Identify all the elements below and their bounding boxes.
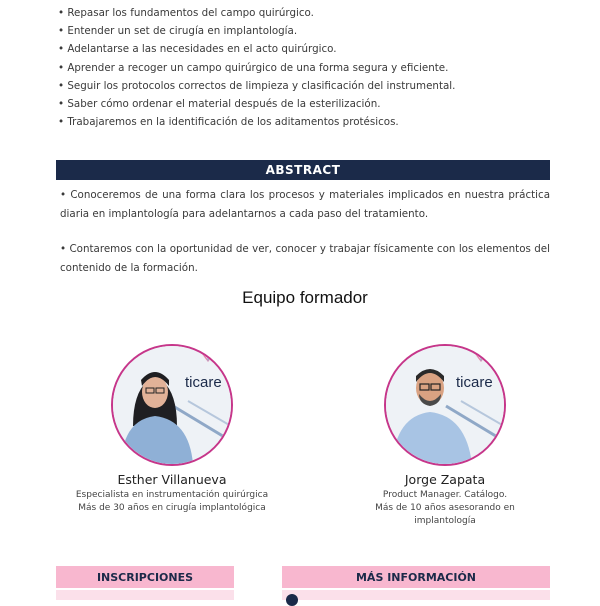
mas-informacion-button[interactable]: MÁS INFORMACIÓN bbox=[282, 566, 550, 588]
objective-item: • Seguir los protocolos correctos de limpieza y clasificación del instrumental. bbox=[58, 79, 456, 92]
mas-informacion-panel bbox=[282, 590, 550, 600]
objective-item: • Saber cómo ordenar el material después de la esterilización. bbox=[58, 98, 381, 111]
member-name: Jorge Zapata bbox=[404, 472, 486, 487]
team-member-esther bbox=[72, 344, 272, 515]
brand-logo: ticare bbox=[456, 374, 493, 391]
avatar bbox=[111, 344, 233, 466]
abstract-paragraph-1: • Conoceremos de una forma clara los procesos y materiales implicados en nuestra práctica diaria en implantología para adelantarnos a cada paso del tratamiento. bbox=[60, 189, 550, 220]
member-name: Esther Villanueva bbox=[117, 472, 227, 487]
brand-logo: ticare bbox=[185, 374, 222, 391]
objective-item: • Aprender a recoger un campo quirúrgico de una forma segura y eficiente. bbox=[58, 61, 449, 74]
objectives-list bbox=[58, 4, 558, 131]
abstract-paragraph-2: • Contaremos con la oportunidad de ver, conocer y trabajar físicamente con los elementos del contenido de la formación. bbox=[60, 243, 550, 274]
contact-icon bbox=[286, 594, 298, 606]
ticare-diamond-icon bbox=[472, 346, 490, 364]
objective-item: • Adelantarse a las necesidades en el acto quirúrgico. bbox=[58, 43, 337, 56]
objective-item: • Entender un set de cirugía en implantología. bbox=[58, 25, 298, 38]
inscripciones-button[interactable]: INSCRIPCIONES bbox=[56, 566, 234, 588]
team-member-jorge bbox=[345, 344, 545, 528]
avatar bbox=[384, 344, 506, 466]
inscripciones-panel bbox=[56, 590, 234, 600]
member-experience: Más de 30 años en cirugía implantológica bbox=[78, 503, 266, 513]
objective-item: • Repasar los fundamentos del campo quirúrgico. bbox=[58, 7, 314, 19]
abstract-header: ABSTRACT bbox=[56, 160, 550, 180]
ticare-diamond-icon bbox=[199, 346, 217, 364]
objective-item: • Trabajaremos en la identificación de los aditamentos protésicos. bbox=[58, 116, 399, 129]
member-role: Product Manager. Catálogo. bbox=[382, 490, 508, 500]
team-title: Equipo formador bbox=[242, 288, 368, 307]
member-role: Especialista en instrumentación quirúrgica bbox=[75, 490, 269, 500]
member-experience: Más de 10 años asesorando en implantología bbox=[375, 503, 515, 526]
